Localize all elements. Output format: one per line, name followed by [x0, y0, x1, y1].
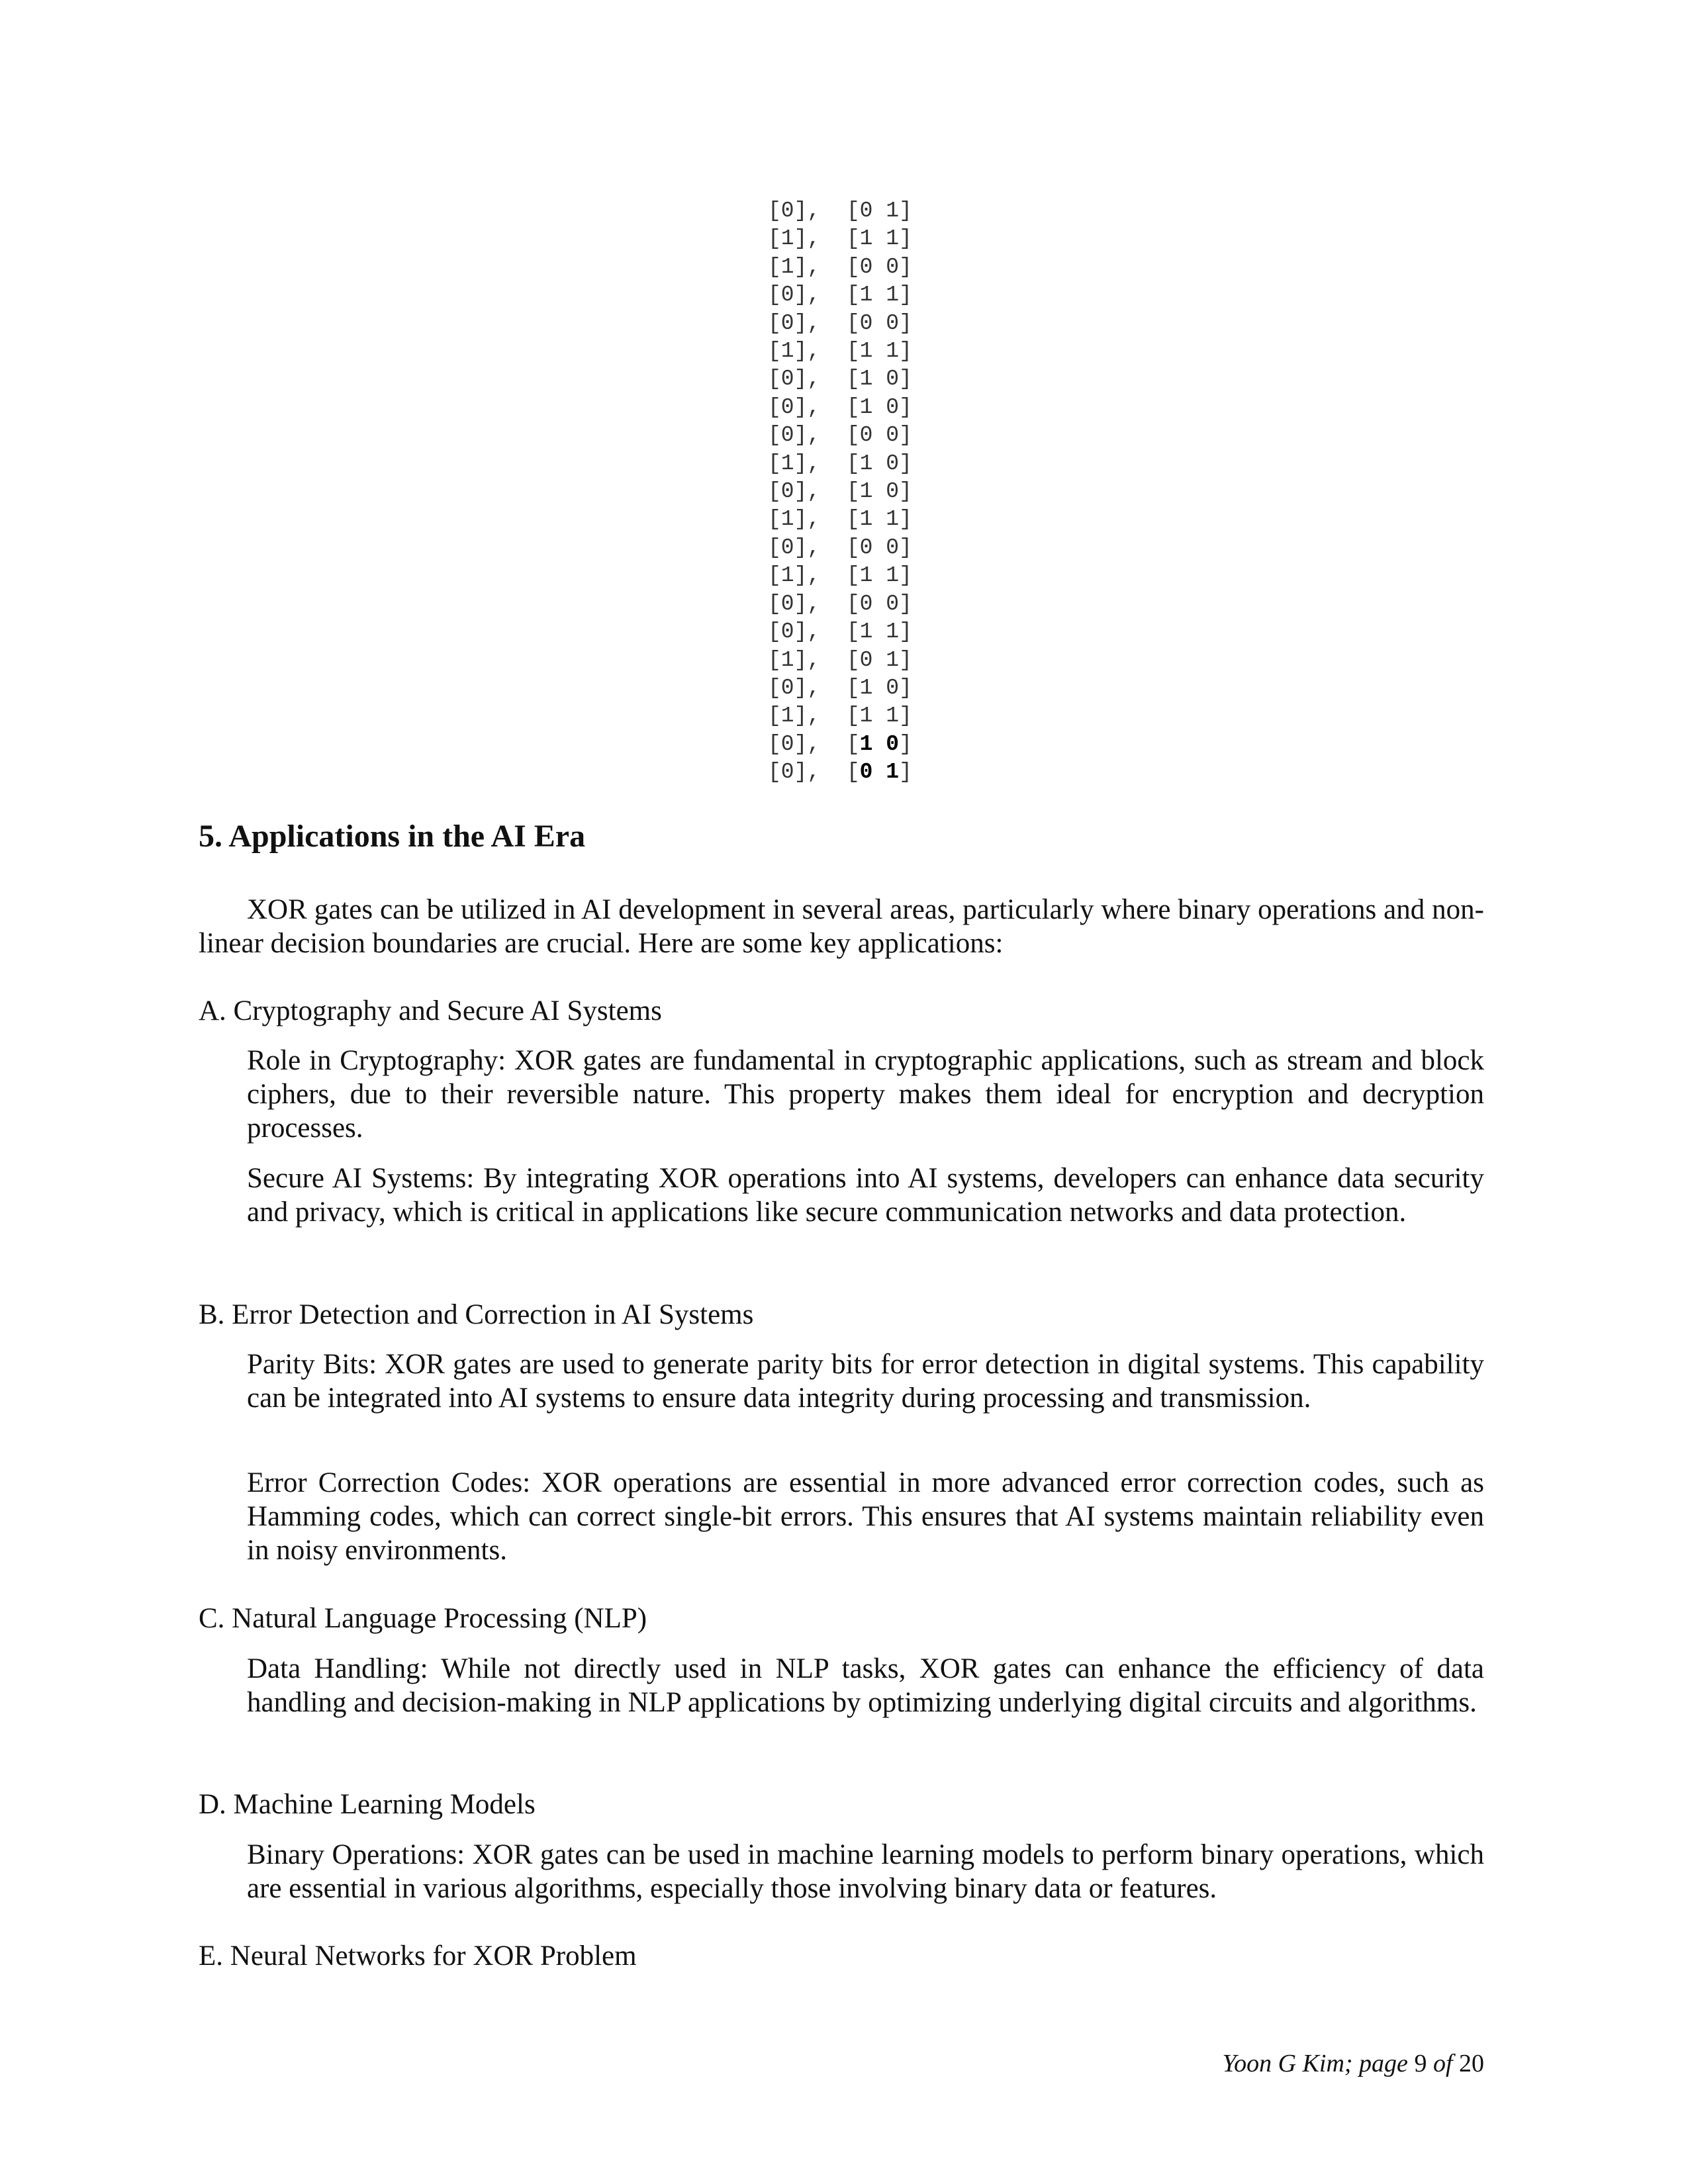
code-line: [1], [1 1]	[768, 339, 912, 364]
code-line: [0], [1 0]	[768, 731, 912, 756]
input-value: 1	[859, 226, 873, 251]
input-value: 0	[859, 310, 873, 336]
label-value: [0]	[768, 731, 808, 756]
label-value: [0]	[768, 310, 808, 336]
input-value: 0	[859, 647, 873, 672]
label-value: [0]	[768, 283, 808, 308]
input-value: 0	[859, 199, 873, 223]
label-value: [0]	[768, 591, 808, 616]
label-value: [1]	[768, 507, 808, 532]
input-value: 1	[886, 704, 900, 729]
section-heading: 5. Applications in the AI Era	[199, 819, 586, 854]
input-value: 1	[859, 283, 873, 308]
input-value: 1	[859, 619, 873, 645]
code-line: [1], [1 1]	[768, 507, 912, 532]
input-value: 1	[859, 675, 873, 700]
input-value: 0	[886, 394, 900, 420]
input-value: 0	[886, 591, 900, 616]
label-value: [0]	[768, 675, 808, 700]
code-line: [0], [1 1]	[768, 619, 912, 645]
input-value: 0	[886, 451, 900, 476]
input-value: 1	[859, 479, 873, 504]
input-value: 1	[886, 507, 900, 532]
label-value: [0]	[768, 535, 808, 560]
code-line: [1], [1 1]	[768, 563, 912, 588]
input-value: 1	[886, 226, 900, 251]
label-value: [1]	[768, 339, 808, 364]
code-line: [0], [1 0]	[768, 367, 912, 392]
input-value: 0	[886, 367, 900, 392]
footer-of: of	[1427, 2050, 1459, 2077]
input-value: 0	[886, 423, 900, 448]
input-value: 1	[859, 367, 873, 392]
label-value: [0]	[768, 479, 808, 504]
label-value: [1]	[768, 451, 808, 476]
subsection-title-a: A. Cryptography and Secure AI Systems	[199, 995, 662, 1026]
input-value: 0	[859, 254, 873, 279]
subsection-title-d: D. Machine Learning Models	[199, 1789, 536, 1820]
label-value: [0]	[768, 394, 808, 420]
label-value: [0]	[768, 619, 808, 645]
intro-paragraph: XOR gates can be utilized in AI development in several areas, particularly where binary operations and non-linear decision boundaries are crucial. Here are some key applications:	[199, 894, 1484, 959]
label-value: [0]	[768, 367, 808, 392]
code-line: [0], [0 0]	[768, 310, 912, 336]
input-value: 1	[886, 199, 900, 223]
input-value: 0	[859, 423, 873, 448]
footer-page: 9	[1414, 2050, 1427, 2077]
input-value: 0	[859, 591, 873, 616]
input-value: 0	[886, 675, 900, 700]
subsection-title-c: C. Natural Language Processing (NLP)	[199, 1603, 647, 1634]
subsection-title-e: E. Neural Networks for XOR Problem	[199, 1940, 637, 1972]
code-line: [1], [1 0]	[768, 451, 912, 476]
label-value: [0]	[768, 199, 808, 223]
footer-total: 20	[1459, 2050, 1484, 2077]
paragraph-error-correction: Error Correction Codes: XOR operations are essential in more advanced error correction codes, such as Hamming codes, which can correct single-bit errors. This ensures that AI systems maintain reliability even in noisy environments.	[247, 1467, 1484, 1566]
input-value: 0	[859, 760, 873, 785]
code-line: [0], [1 0]	[768, 394, 912, 420]
input-value: 1	[886, 647, 900, 672]
code-line: [0], [1 0]	[768, 675, 912, 700]
input-value: 1	[859, 563, 873, 588]
label-value: [1]	[768, 226, 808, 251]
paragraph-parity-bits: Parity Bits: XOR gates are used to generate parity bits for error detection in digital systems. This capability can be integrated into AI systems to ensure data integrity during processing and transmission.	[247, 1349, 1484, 1414]
code-block	[768, 197, 912, 787]
code-line: [1], [1 1]	[768, 226, 912, 251]
input-value: 0	[886, 254, 900, 279]
input-value: 1	[886, 339, 900, 364]
input-value: 0	[886, 479, 900, 504]
input-value: 1	[859, 394, 873, 420]
input-value: 0	[886, 535, 900, 560]
label-value: [1]	[768, 254, 808, 279]
page-footer	[1222, 2049, 1484, 2078]
paragraph-secure-ai-systems: Secure AI Systems: By integrating XOR operations into AI systems, developers can enhance data security and privacy, which is critical in applications like secure communication networks and data protection.	[247, 1163, 1484, 1228]
input-value: 1	[886, 563, 900, 588]
code-line: [1], [1 1]	[768, 704, 912, 729]
label-value: [0]	[768, 423, 808, 448]
input-value: 1	[859, 731, 873, 756]
input-value: 1	[886, 619, 900, 645]
code-line: [1], [0 0]	[768, 254, 912, 279]
footer-author: Yoon G Kim; page	[1222, 2050, 1415, 2077]
input-value: 1	[886, 283, 900, 308]
paragraph-data-handling: Data Handling: While not directly used in NLP tasks, XOR gates can enhance the efficiency of data handling and decision-making in NLP applications by optimizing underlying digital circuits and algorithms.	[247, 1653, 1484, 1718]
input-value: 0	[859, 535, 873, 560]
code-line: [0], [0 1]	[768, 760, 912, 785]
input-value: 1	[886, 760, 900, 785]
code-line: [0], [0 0]	[768, 423, 912, 448]
input-value: 1	[859, 704, 873, 729]
paragraph-role-in-cryptography: Role in Cryptography: XOR gates are fundamental in cryptographic applications, such as stream and block ciphers, due to their reversible nature. This property makes them ideal for encryption and decryption processes.	[247, 1045, 1484, 1144]
label-value: [1]	[768, 704, 808, 729]
input-value: 0	[886, 310, 900, 336]
input-value: 1	[859, 451, 873, 476]
code-line: [0], [0 1]	[768, 199, 912, 223]
code-line: [1], [0 1]	[768, 647, 912, 672]
paragraph-binary-operations: Binary Operations: XOR gates can be used in machine learning models to perform binary operations, which are essential in various algorithms, especially those involving binary data or features.	[247, 1839, 1484, 1904]
code-line: [0], [1 0]	[768, 479, 912, 504]
code-line: [0], [1 1]	[768, 283, 912, 308]
input-value: 0	[886, 731, 900, 756]
label-value: [0]	[768, 760, 808, 785]
label-value: [1]	[768, 647, 808, 672]
code-line: [0], [0 0]	[768, 535, 912, 560]
code-line: [0], [0 0]	[768, 591, 912, 616]
input-value: 1	[859, 507, 873, 532]
subsection-title-b: B. Error Detection and Correction in AI Systems	[199, 1299, 754, 1330]
input-value: 1	[859, 339, 873, 364]
label-value: [1]	[768, 563, 808, 588]
